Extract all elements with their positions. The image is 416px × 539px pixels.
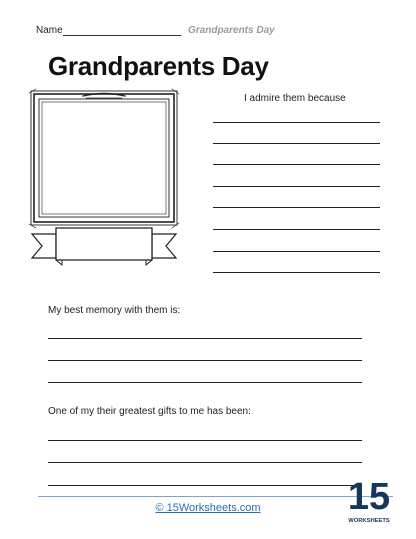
gifts-write-line[interactable] bbox=[48, 462, 362, 463]
memory-prompt: My best memory with them is: bbox=[48, 305, 181, 316]
admire-prompt: I admire them because bbox=[244, 93, 346, 104]
badge-number: 15 bbox=[347, 476, 391, 518]
admire-write-line[interactable] bbox=[213, 207, 380, 208]
name-write-line[interactable] bbox=[63, 35, 181, 36]
admire-write-line[interactable] bbox=[213, 122, 380, 123]
admire-write-line[interactable] bbox=[213, 186, 380, 187]
gifts-write-line[interactable] bbox=[48, 440, 362, 441]
footer-divider bbox=[38, 496, 393, 497]
admire-write-line[interactable] bbox=[213, 272, 380, 273]
worksheets-logo-badge bbox=[346, 467, 392, 527]
memory-write-line[interactable] bbox=[48, 360, 362, 361]
badge-word: WORKSHEETS bbox=[348, 518, 390, 524]
admire-write-line[interactable] bbox=[213, 164, 380, 165]
admire-write-line[interactable] bbox=[213, 251, 380, 252]
page-title: Grandparents Day bbox=[48, 51, 269, 81]
picture-frame bbox=[28, 88, 180, 273]
gifts-prompt: One of my their greatest gifts to me has been: bbox=[48, 406, 251, 417]
admire-write-line[interactable] bbox=[213, 143, 380, 144]
copyright-link[interactable]: © 15Worksheets.com bbox=[155, 502, 261, 514]
gifts-write-line[interactable] bbox=[48, 485, 362, 486]
memory-write-line[interactable] bbox=[48, 382, 362, 383]
admire-write-line[interactable] bbox=[213, 229, 380, 230]
memory-write-line[interactable] bbox=[48, 338, 362, 339]
name-label: Name bbox=[36, 25, 63, 36]
worksheet-header-title: Grandparents Day bbox=[188, 25, 275, 36]
